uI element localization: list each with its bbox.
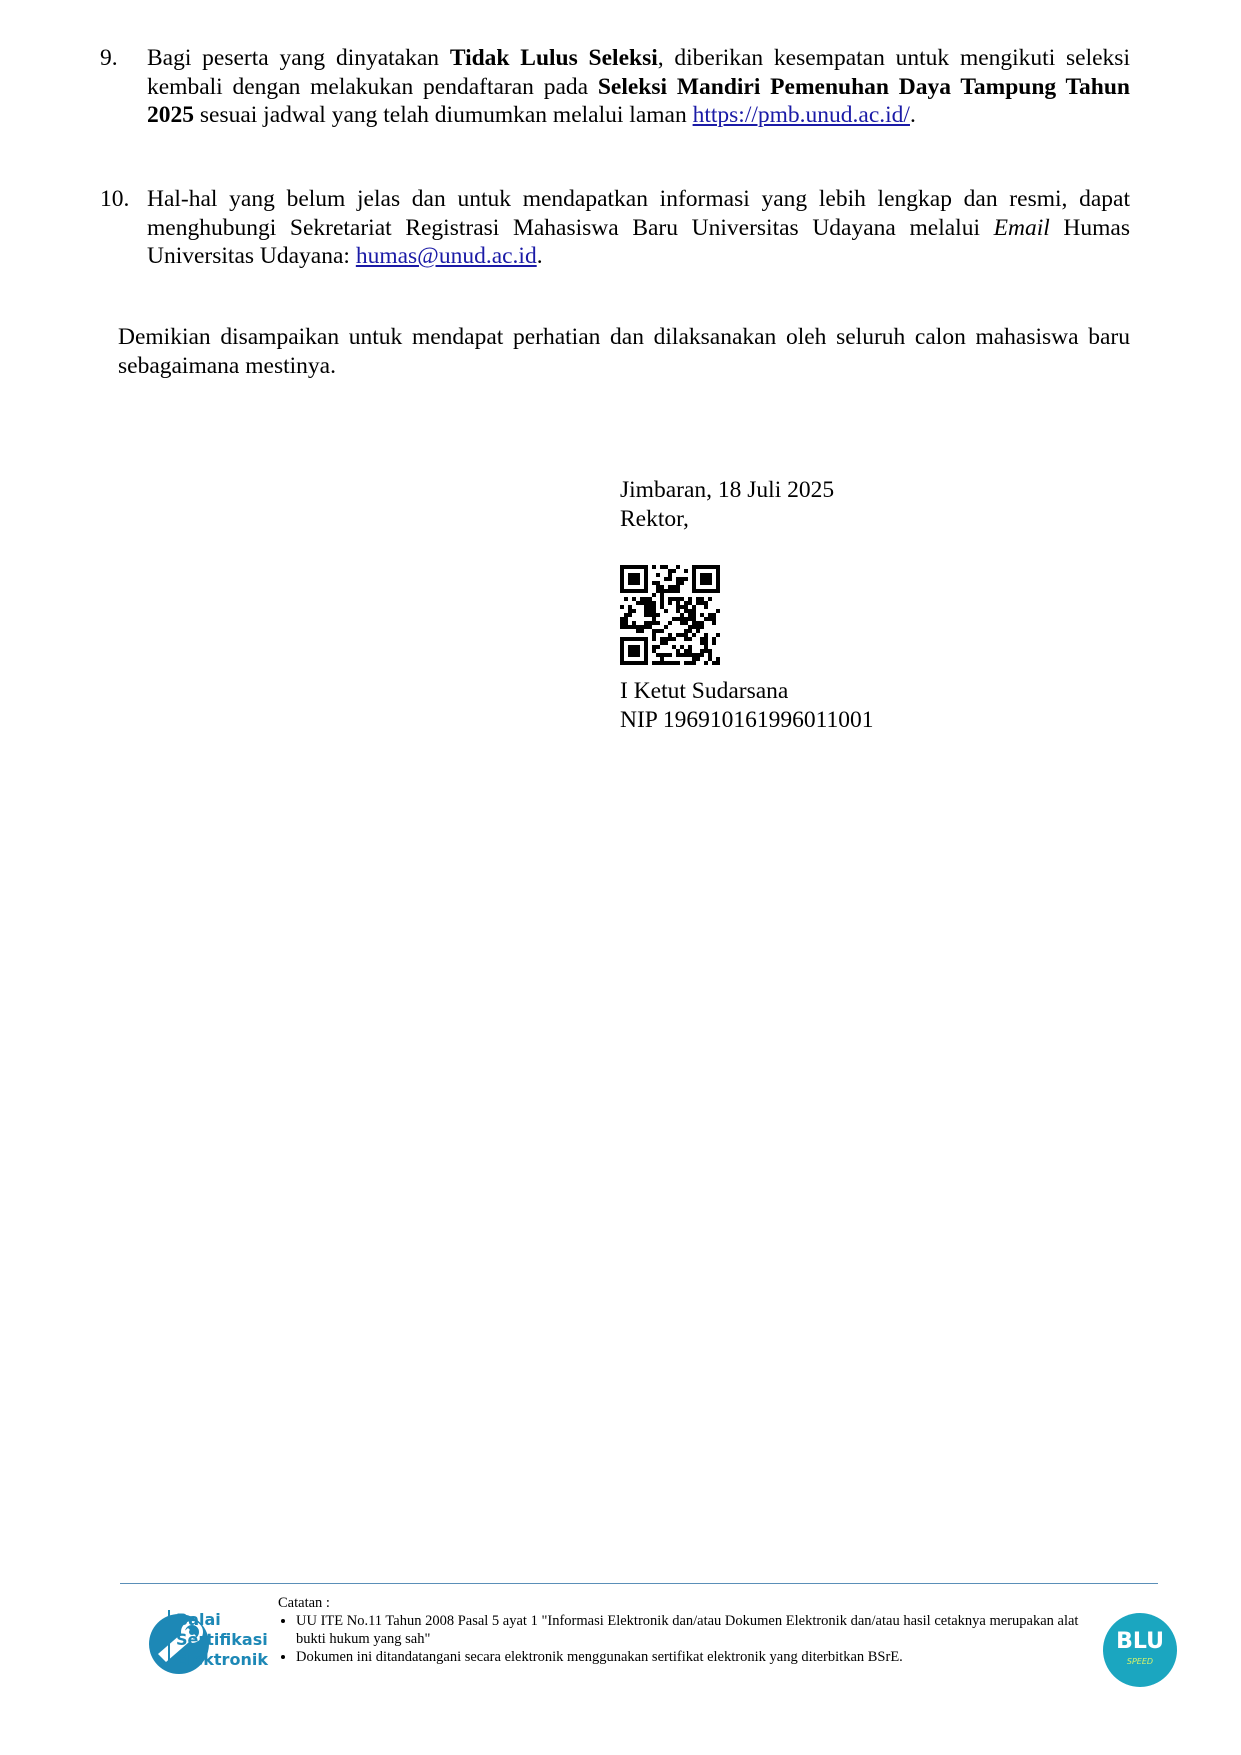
note-item: • Dokumen ini ditandatangani secara elektronik menggunakan sertifikat elektronik yang diterbitkan BSrE. bbox=[296, 1648, 1108, 1666]
text-segment: sesuai jadwal yang telah diumumkan melalui laman bbox=[194, 102, 693, 128]
text-segment: . bbox=[909, 102, 916, 128]
note-item: • UU ITE No.11 Tahun 2008 Pasal 5 ayat 1 "Informasi Elektronik dan/atau Dokumen Elektronik dan/atau hasil cetaknya merupakan alat bukti hukum yang sah" bbox=[296, 1612, 1108, 1648]
list-item-9 bbox=[100, 44, 1130, 130]
blu-speed-logo-icon: BLU SPEED bbox=[1103, 1613, 1177, 1687]
link[interactable]: humas@unud.ac.id bbox=[355, 243, 537, 269]
footer-divider bbox=[120, 1583, 1158, 1584]
italic-text: Email bbox=[993, 214, 1050, 241]
text-segment: . bbox=[536, 243, 543, 269]
list-item-10 bbox=[100, 185, 1130, 271]
qr-code-icon bbox=[620, 565, 720, 665]
notes-label: Catatan : bbox=[278, 1595, 330, 1611]
item-text bbox=[147, 44, 1130, 130]
item-number: 9. bbox=[100, 45, 118, 71]
footer-notes bbox=[278, 1594, 1108, 1666]
link[interactable]: https://pmb.unud.ac.id/ bbox=[692, 102, 910, 128]
signature-title: Rektor, bbox=[620, 506, 689, 532]
bsre-logo-text: Balai Sertifikasi Elektronik bbox=[168, 1610, 268, 1670]
text-segment: Hal-hal yang belum jelas dan untuk mendapatkan informasi yang lebih lengkap dan resmi, dapat menghubungi Sekretariat Registrasi Mahasiswa Baru Universitas Udayana melalui bbox=[147, 186, 1130, 241]
text-segment: Humas Universitas Udayana: bbox=[147, 214, 1130, 269]
closing-paragraph: Demikian disampaikan untuk mendapat perhatian dan dilaksanakan oleh seluruh calon mahasiswa baru sebagaimana mestinya. bbox=[118, 324, 1130, 379]
bold-text: Tidak Lulus Seleksi bbox=[449, 45, 658, 71]
item-text bbox=[147, 185, 1130, 271]
bold-text: Seleksi Mandiri Pemenuhan Daya Tampung Tahun 2025 bbox=[147, 73, 1130, 128]
text-segment: , diberikan kesempatan untuk mengikuti seleksi kembali dengan melakukan pendaftaran pada bbox=[147, 45, 1130, 100]
signatory-nip: NIP 196910161996011001 bbox=[620, 707, 874, 733]
item-number: 10. bbox=[100, 186, 130, 212]
signature-place-date: Jimbaran, 18 Juli 2025 bbox=[620, 477, 835, 503]
text-segment: Bagi peserta yang dinyatakan bbox=[147, 45, 450, 71]
signatory-name: I Ketut Sudarsana bbox=[620, 678, 789, 704]
